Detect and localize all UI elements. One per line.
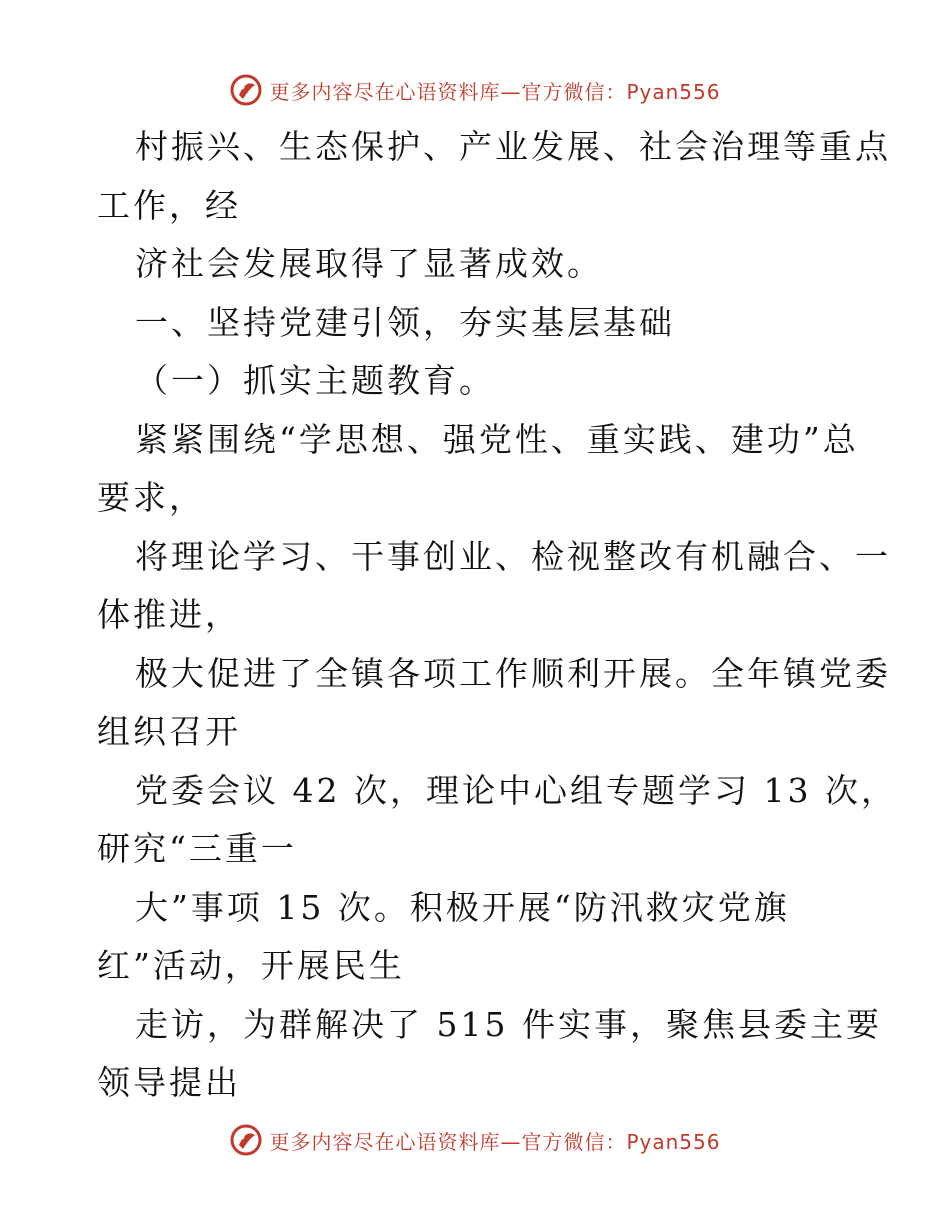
text-line: 将理论学习、干事创业、检视整改有机融合、一 — [135, 536, 891, 576]
text-line: 体推进， — [97, 595, 241, 634]
text-line: 领导提出 — [97, 1063, 241, 1102]
text-line: 党委会议 42 次，理论中心组专题学习 13 次， — [135, 770, 897, 810]
section-heading: 一、坚持党建引领，夯实基层基础 — [135, 302, 675, 342]
text-line: 走访，为群解决了 515 件实事，聚焦县委主要 — [135, 1004, 882, 1044]
text-line: 工作，经 — [97, 185, 241, 225]
text-line: 大”事项 15 次。积极开展“防汛救灾党旗 — [135, 887, 790, 927]
footer-banner-text: 更多内容尽在心语资料库—官方微信：Pyan556 — [269, 1129, 721, 1154]
subsection-heading: （一）抓实主题教育。 — [135, 361, 495, 400]
text-line: 紧紧围绕“学思想、强党性、重实践、建功”总 — [135, 419, 859, 459]
header-banner — [0, 70, 950, 110]
header-banner-text: 更多内容尽在心语资料库—官方微信：Pyan556 — [269, 79, 721, 104]
logo-icon — [229, 1123, 263, 1157]
logo-icon — [229, 73, 263, 107]
text-line: 要求， — [97, 478, 205, 517]
text-line: 济社会发展取得了显著成效。 — [135, 244, 603, 283]
text-line: 组织召开 — [97, 712, 241, 751]
text-line: 研究“三重一 — [97, 829, 297, 868]
text-line: 极大促进了全镇各项工作顺利开展。全年镇党委 — [135, 653, 891, 693]
text-line: 村振兴、生态保护、产业发展、社会治理等重点 — [135, 127, 891, 166]
document-body — [97, 118, 897, 1113]
text-line: 红”活动，开展民生 — [97, 946, 405, 985]
footer-banner — [0, 1120, 950, 1160]
